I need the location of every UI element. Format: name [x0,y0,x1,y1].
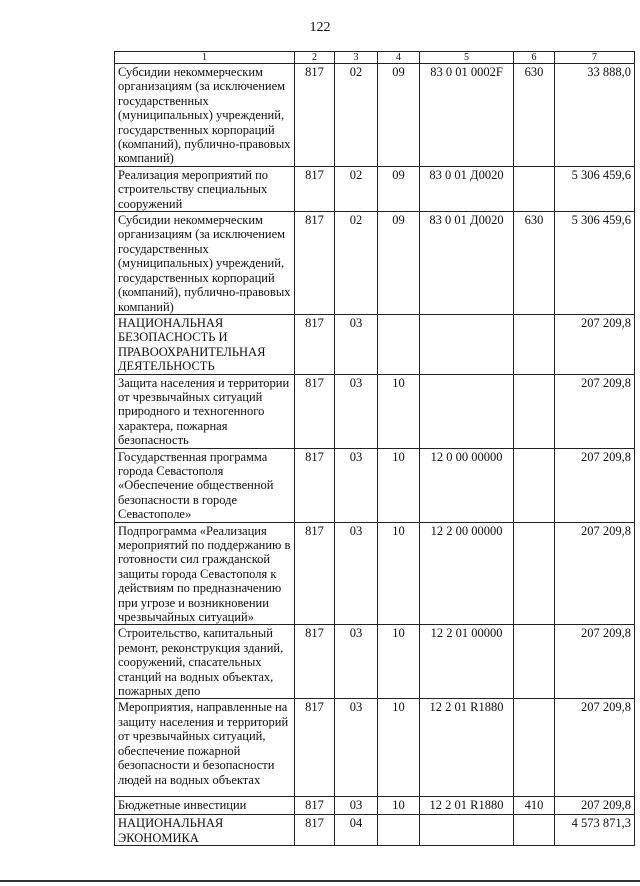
row-subsection: 10 [378,374,420,448]
page-number: 122 [309,20,331,35]
row-target-article: 83 0 01 Д0020 [420,212,514,315]
row-amount: 207 209,8 [555,699,635,797]
table-row [115,699,635,797]
row-subsection [378,314,420,374]
row-subsection: 10 [378,699,420,797]
row-section: 03 [335,797,378,815]
row-amount: 207 209,8 [555,314,635,374]
row-section: 02 [335,212,378,315]
row-target-article: 12 0 00 00000 [420,448,514,522]
row-target-article: 83 0 01 0002F [420,64,514,167]
column-number: 1 [115,52,295,64]
row-section: 03 [335,625,378,699]
row-section: 02 [335,166,378,211]
row-ministry-code: 817 [295,374,335,448]
row-section: 03 [335,314,378,374]
budget-table [114,51,635,846]
table-row [115,374,635,448]
row-amount: 5 306 459,6 [555,166,635,211]
column-number: 3 [335,52,378,64]
table-row [115,522,635,625]
row-subsection: 09 [378,64,420,167]
row-section: 03 [335,522,378,625]
row-expense-type: 410 [514,797,555,815]
row-expense-type [514,314,555,374]
column-number: 6 [514,52,555,64]
row-amount: 33 888,0 [555,64,635,167]
row-name: Мероприятия, направленные на защиту населения и территорий от чрезвычайных ситуаций, обеспечение пожарной безопасности и безопасности людей на водных объектах [115,699,295,797]
row-name: Бюджетные инвестиции [115,797,295,815]
row-name: Государственная программа города Севастополя «Обеспечение общественной безопасности в городе Севастополе» [115,448,295,522]
row-expense-type [514,522,555,625]
row-ministry-code: 817 [295,314,335,374]
row-name: НАЦИОНАЛЬНАЯ БЕЗОПАСНОСТЬ И ПРАВООХРАНИТЕЛЬНАЯ ДЕЯТЕЛЬНОСТЬ [115,314,295,374]
row-amount: 5 306 459,6 [555,212,635,315]
table-row [115,815,635,846]
row-subsection: 10 [378,522,420,625]
row-expense-type [514,625,555,699]
row-subsection: 09 [378,212,420,315]
row-expense-type [514,448,555,522]
row-ministry-code: 817 [295,166,335,211]
table-row [115,797,635,815]
row-amount: 207 209,8 [555,625,635,699]
row-expense-type: 630 [514,64,555,167]
row-amount: 4 573 871,3 [555,815,635,846]
row-ministry-code: 817 [295,212,335,315]
row-name: Подпрограмма «Реализация мероприятий по поддержанию в готовности сил гражданской защиты города Севастополя к действиям по предназначению при угрозе и возникновении чрезвычайных ситуаций» [115,522,295,625]
column-number: 2 [295,52,335,64]
row-ministry-code: 817 [295,625,335,699]
row-expense-type [514,699,555,797]
row-target-article [420,815,514,846]
row-target-article: 12 2 01 R1880 [420,797,514,815]
row-section: 04 [335,815,378,846]
row-section: 03 [335,699,378,797]
row-ministry-code: 817 [295,797,335,815]
row-subsection: 10 [378,797,420,815]
page-bottom-rule [0,880,640,882]
row-ministry-code: 817 [295,64,335,167]
row-name: Строительство, капитальный ремонт, реконструкция зданий, сооружений, спасательных станций на водных объектах, пожарных депо [115,625,295,699]
row-amount: 207 209,8 [555,448,635,522]
row-target-article [420,374,514,448]
row-name: НАЦИОНАЛЬНАЯ ЭКОНОМИКА [115,815,295,846]
column-number: 5 [420,52,514,64]
row-section: 03 [335,448,378,522]
row-name: Субсидии некоммерческим организациям (за исключением государственных (муниципальных) учреждений, государственных корпораций (компаний), публично-правовых компаний) [115,64,295,167]
row-ministry-code: 817 [295,815,335,846]
column-number: 7 [555,52,635,64]
table-row [115,212,635,315]
table-row [115,448,635,522]
row-target-article: 12 2 01 R1880 [420,699,514,797]
row-target-article: 83 0 01 Д0020 [420,166,514,211]
row-ministry-code: 817 [295,522,335,625]
table-row [115,64,635,167]
table-row [115,625,635,699]
row-expense-type [514,815,555,846]
row-subsection: 10 [378,625,420,699]
row-subsection: 09 [378,166,420,211]
row-amount: 207 209,8 [555,797,635,815]
row-section: 03 [335,374,378,448]
column-number-row [115,52,635,64]
row-subsection [378,815,420,846]
table-row [115,166,635,211]
row-expense-type: 630 [514,212,555,315]
row-ministry-code: 817 [295,699,335,797]
row-name: Защита населения и территории от чрезвычайных ситуаций природного и техногенного характера, пожарная безопасность [115,374,295,448]
row-name: Субсидии некоммерческим организациям (за исключением государственных (муниципальных) учреждений, государственных корпораций (компаний), публично-правовых компаний) [115,212,295,315]
row-amount: 207 209,8 [555,522,635,625]
row-target-article: 12 2 00 00000 [420,522,514,625]
column-number: 4 [378,52,420,64]
table-row [115,314,635,374]
row-subsection: 10 [378,448,420,522]
row-section: 02 [335,64,378,167]
row-expense-type [514,374,555,448]
row-expense-type [514,166,555,211]
row-ministry-code: 817 [295,448,335,522]
row-target-article [420,314,514,374]
row-target-article: 12 2 01 00000 [420,625,514,699]
row-amount: 207 209,8 [555,374,635,448]
row-name: Реализация мероприятий по строительству специальных сооружений [115,166,295,211]
